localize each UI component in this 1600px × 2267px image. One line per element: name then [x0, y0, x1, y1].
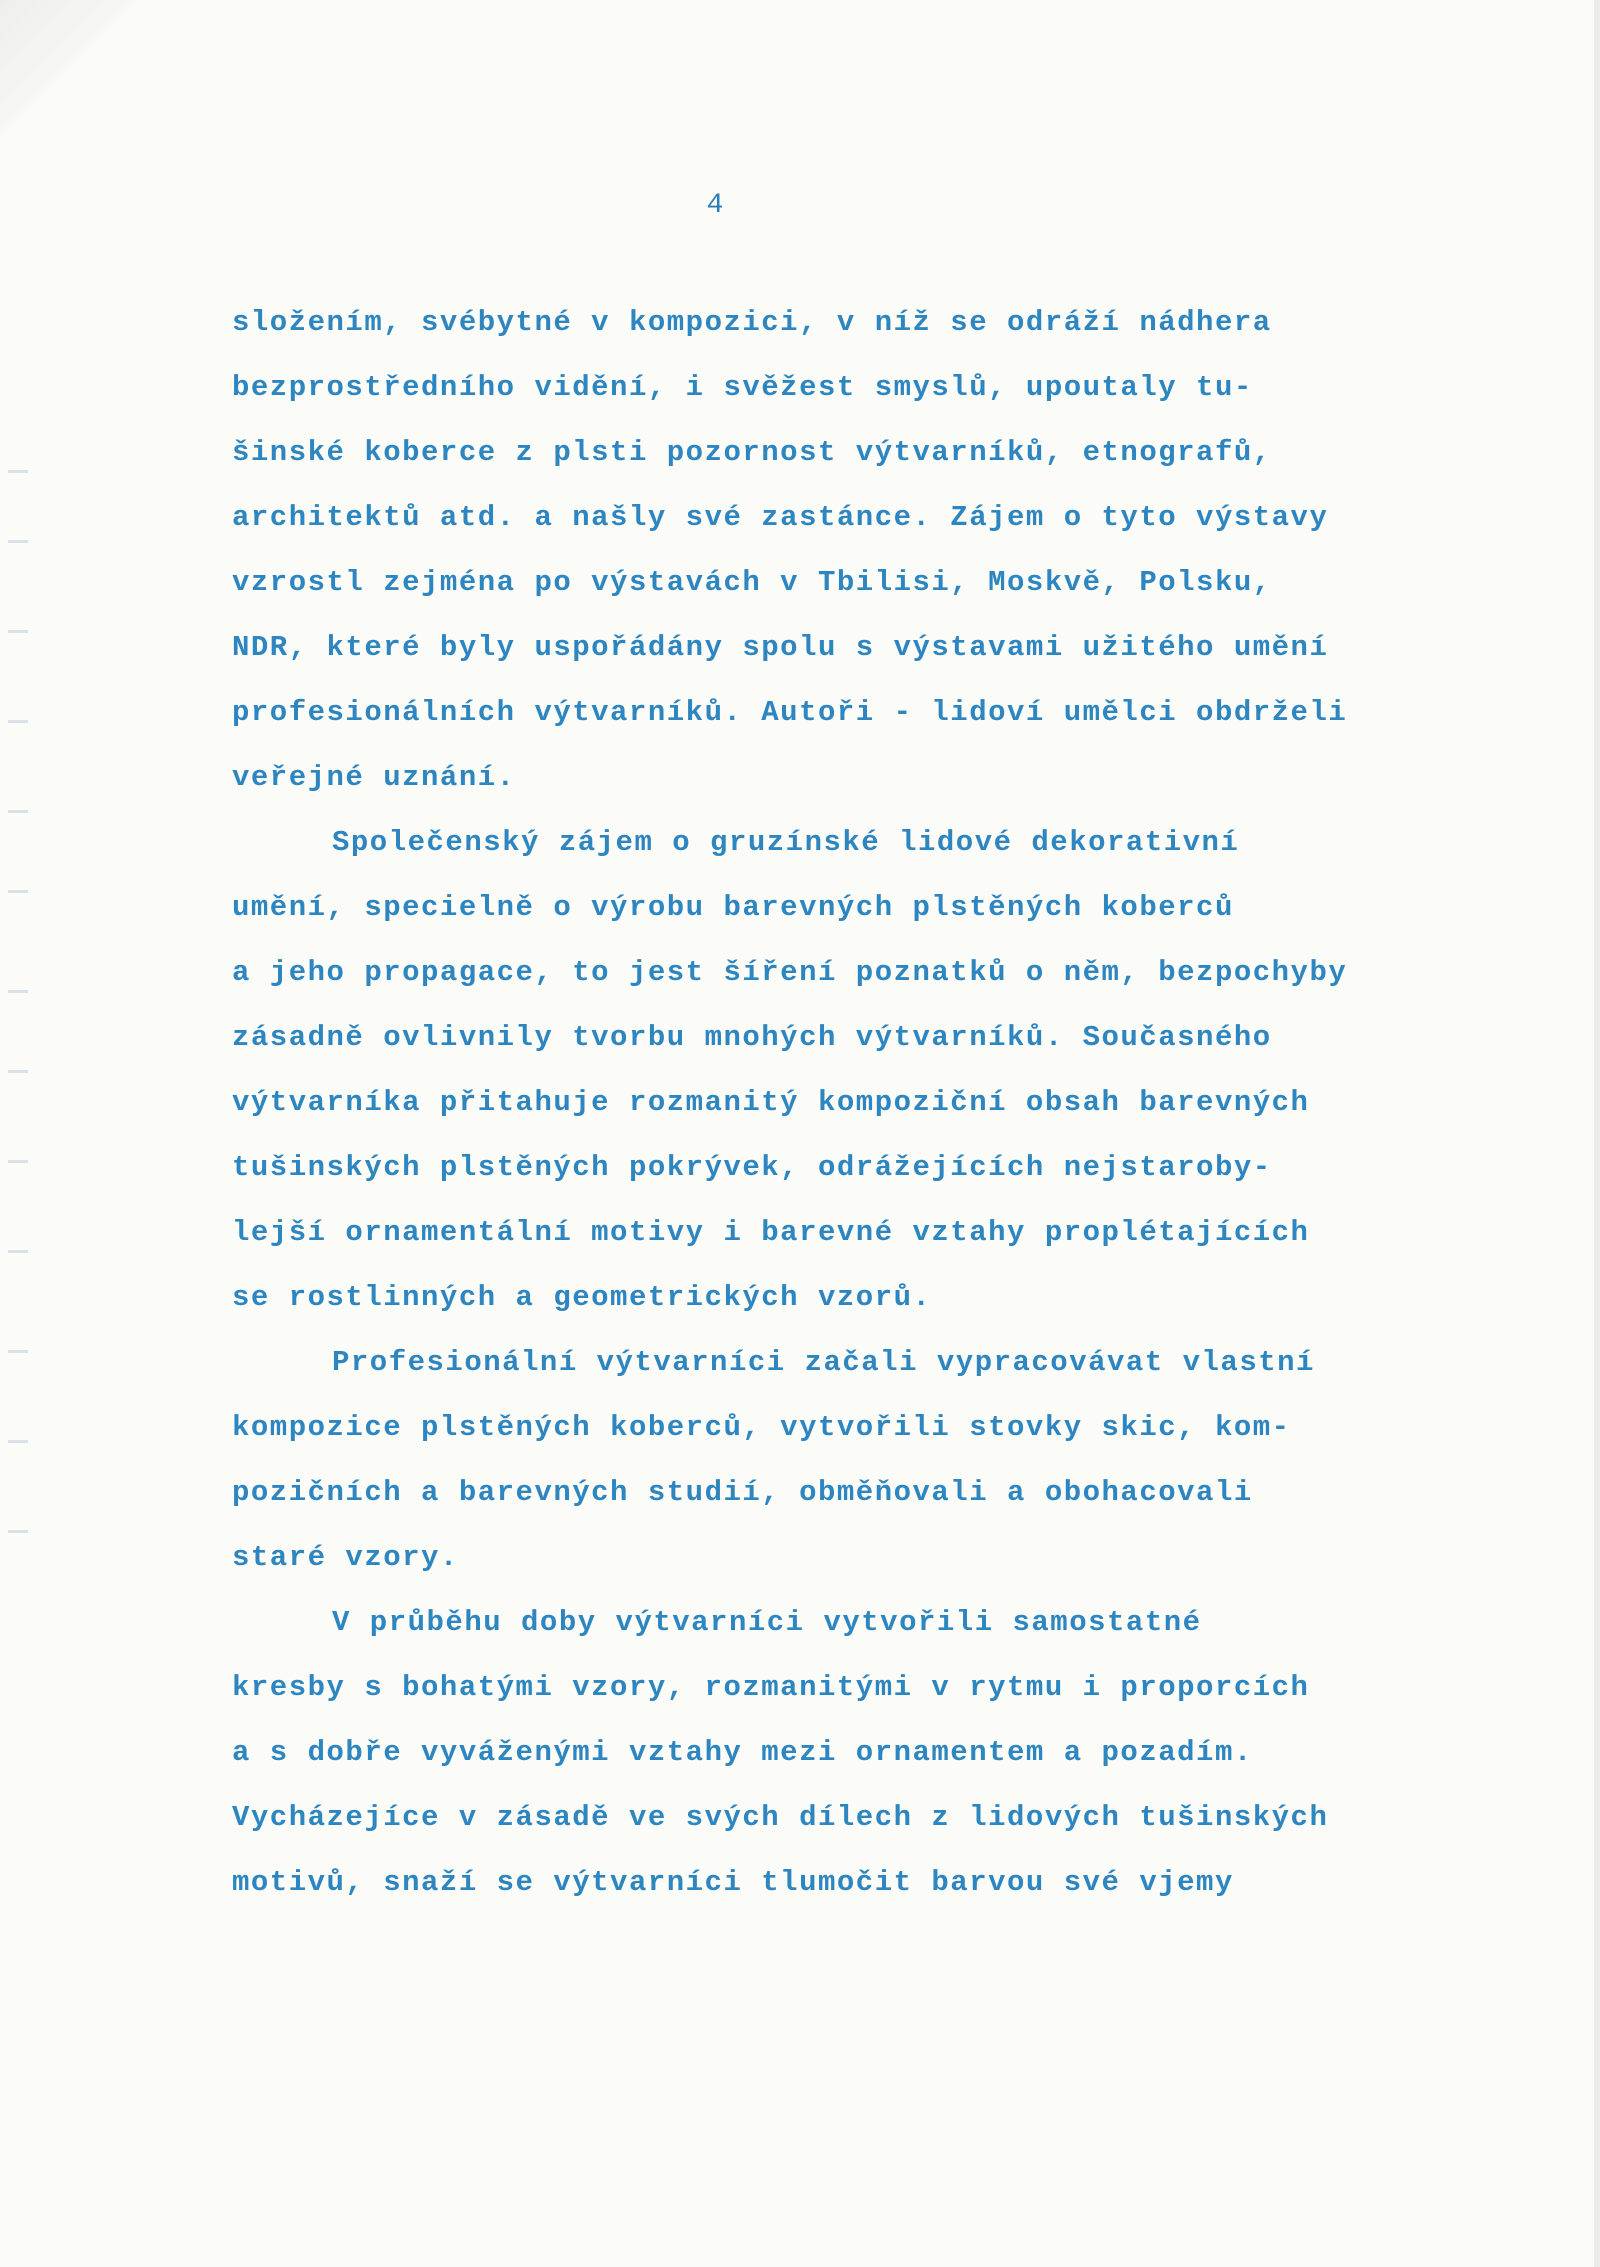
text-line: výtvarníka přitahuje rozmanitý kompoziční obsah barevných	[232, 1086, 1310, 1119]
typed-body-text	[232, 290, 1412, 1915]
text-line: vzrostl zejména po výstavách v Tbilisi, Moskvě, Polsku,	[232, 566, 1272, 599]
text-line: umění, specielně o výrobu barevných plstěných koberců	[232, 891, 1234, 924]
text-line: bezprostředního vidění, i svěžest smyslů, upoutaly tu-	[232, 371, 1253, 404]
text-line: NDR, které byly uspořádány spolu s výstavami užitého umění	[232, 631, 1329, 664]
text-line: kompozice plstěných koberců, vytvořili stovky skic, kom-	[232, 1411, 1291, 1444]
text-line: staré vzory.	[232, 1541, 459, 1574]
text-line: pozičních a barevných studií, obměňovali a obohacovali	[232, 1476, 1253, 1509]
text-line: se rostlinných a geometrických vzorů.	[232, 1281, 932, 1314]
text-line: Profesionální výtvarníci začali vypracovávat vlastní	[332, 1346, 1315, 1379]
text-line: architektů atd. a našly své zastánce. Zájem o tyto výstavy	[232, 501, 1329, 534]
text-line: motivů, snaží se výtvarníci tlumočit barvou své vjemy	[232, 1866, 1234, 1899]
text-line: složením, svébytné v kompozici, v níž se odráží nádhera	[232, 306, 1272, 339]
text-line: zásadně ovlivnily tvorbu mnohých výtvarníků. Současného	[232, 1021, 1272, 1054]
margin-marks	[0, 430, 40, 1630]
page-number: 4	[706, 190, 724, 221]
text-line: a s dobře vyváženými vztahy mezi ornamentem a pozadím.	[232, 1736, 1253, 1769]
text-line: šinské koberce z plsti pozornost výtvarníků, etnografů,	[232, 436, 1272, 469]
text-line: a jeho propagace, to jest šíření poznatků o něm, bezpochyby	[232, 956, 1348, 989]
text-line: kresby s bohatými vzory, rozmanitými v rytmu i proporcích	[232, 1671, 1310, 1704]
text-line: tušinských plstěných pokrývek, odrážejících nejstaroby-	[232, 1151, 1272, 1184]
page-edge	[1594, 0, 1600, 2267]
text-line: lejší ornamentální motivy i barevné vztahy proplétajících	[232, 1216, 1310, 1249]
text-line: Vycházejíce v zásadě ve svých dílech z lidových tušinských	[232, 1801, 1329, 1834]
text-line: V průběhu doby výtvarníci vytvořili samostatné	[332, 1606, 1202, 1639]
folded-corner	[0, 0, 140, 140]
text-line: veřejné uznání.	[232, 761, 516, 794]
text-line: Společenský zájem o gruzínské lidové dekorativní	[332, 826, 1240, 859]
text-line: profesionálních výtvarníků. Autoři - lidoví umělci obdrželi	[232, 696, 1348, 729]
